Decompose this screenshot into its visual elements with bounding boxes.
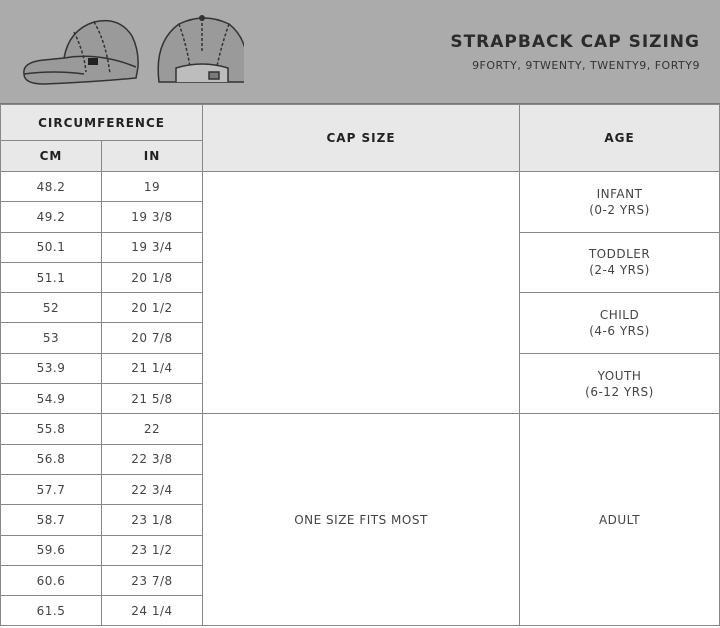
- cap-illustrations: [14, 12, 244, 92]
- age-label: ADULT: [598, 512, 641, 527]
- in-cell: 19: [102, 172, 203, 202]
- table-row: [1, 172, 720, 202]
- cm-cell: 61.5: [1, 596, 102, 626]
- in-cell: 19 3/4: [102, 232, 203, 262]
- cap-side-view-icon: [24, 21, 138, 84]
- cm-cell: 52: [1, 293, 102, 323]
- cm-cell: 56.8: [1, 444, 102, 474]
- in-cell: 20 1/8: [102, 262, 203, 292]
- cap-size-cell-youth: [203, 172, 520, 414]
- header-banner: [0, 0, 720, 104]
- cm-cell: 55.8: [1, 414, 102, 444]
- cap-size-cell-adult: ONE SIZE FITS MOST: [203, 414, 520, 626]
- age-label: YOUTH: [597, 368, 642, 383]
- in-cell: 23 1/2: [102, 535, 203, 565]
- in-cell: 23 7/8: [102, 565, 203, 595]
- cap-back-view-icon: [158, 15, 244, 82]
- in-header: IN: [102, 141, 203, 172]
- cap-size-header: CAP SIZE: [203, 105, 520, 172]
- cm-cell: 50.1: [1, 232, 102, 262]
- page-subtitle: 9FORTY, 9TWENTY, TWENTY9, FORTY9: [472, 59, 700, 72]
- cm-header: CM: [1, 141, 102, 172]
- cm-cell: 54.9: [1, 384, 102, 414]
- size-chart-table: [0, 104, 720, 626]
- age-cell: [520, 172, 720, 233]
- in-cell: 19 3/8: [102, 202, 203, 232]
- size-rows: [1, 172, 720, 626]
- cm-cell: 51.1: [1, 262, 102, 292]
- in-cell: 22 3/8: [102, 444, 203, 474]
- in-cell: 22 3/4: [102, 474, 203, 504]
- age-cell: [520, 293, 720, 354]
- age-cell: [520, 414, 720, 626]
- age-label: CHILD: [599, 307, 640, 322]
- age-cell: [520, 353, 720, 414]
- in-cell: 24 1/4: [102, 596, 203, 626]
- age-range: (4-6 YRS): [589, 323, 650, 338]
- age-cell: [520, 232, 720, 293]
- in-cell: 23 1/8: [102, 505, 203, 535]
- age-range: (6-12 YRS): [585, 384, 654, 399]
- table-row: [1, 414, 720, 444]
- circumference-header: CIRCUMFERENCE: [1, 105, 203, 141]
- cm-cell: 48.2: [1, 172, 102, 202]
- cm-cell: 53: [1, 323, 102, 353]
- age-label: INFANT: [596, 186, 643, 201]
- age-header: AGE: [520, 105, 720, 172]
- cm-cell: 57.7: [1, 474, 102, 504]
- age-range: (2-4 YRS): [589, 263, 650, 278]
- in-cell: 21 1/4: [102, 353, 203, 383]
- page-title: STRAPBACK CAP SIZING: [450, 32, 700, 52]
- in-cell: 21 5/8: [102, 384, 203, 414]
- cm-cell: 53.9: [1, 353, 102, 383]
- in-cell: 20 1/2: [102, 293, 203, 323]
- age-label: TODDLER: [588, 247, 651, 262]
- age-range: (0-2 YRS): [589, 202, 650, 217]
- cm-cell: 49.2: [1, 202, 102, 232]
- cm-cell: 58.7: [1, 505, 102, 535]
- cm-cell: 60.6: [1, 565, 102, 595]
- in-cell: 22: [102, 414, 203, 444]
- in-cell: 20 7/8: [102, 323, 203, 353]
- cm-cell: 59.6: [1, 535, 102, 565]
